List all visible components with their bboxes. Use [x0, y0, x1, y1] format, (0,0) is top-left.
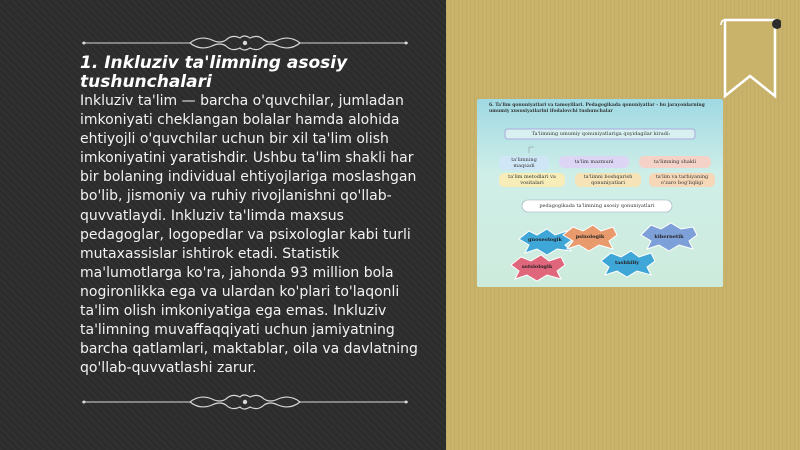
bookmark-ribbon-icon	[719, 18, 781, 126]
concept-pill: ta'limni boshqarish qonuniyatlari	[575, 173, 641, 187]
star-label: psixologik	[575, 234, 605, 240]
star-label: kibernetik	[654, 234, 684, 240]
star-label: tashkiliy	[614, 260, 640, 266]
decorative-flourish-top	[80, 33, 410, 53]
concept-pill: ta'lim mazmuni	[559, 156, 629, 168]
concept-pill: ta'lim metodlari va vositalari	[499, 173, 565, 187]
concept-pill: ta'limning maqsadi	[499, 156, 549, 170]
concept-pill: ta'limning shakli	[639, 156, 711, 168]
slide-body-text: Inkluziv ta'lim — barcha o'quvchilar, jumladan imkoniyati cheklangan bolalar hamda alohida ehtiyojli o'quvchilar uchun bir xil ta'lim olish imkoniyatini yaratishdir. Ushbu ta'lim shakli har bir bolaning individual ehtiyojlariga moslashgan bo'lib, jismoniy va ruhiy rivojlanishni qo'llab-quvvatlaydi. Inkluziv ta'limda maxsus pedagoglar, logopedlar va psixologlar kabi turli mutaxassislar ishtirok etadi. Statistik ma'lumotlarga ko'ra, jahonda 93 million bola nogironlikka ega va ulardan ko'plari to'laqonli ta'lim olish imkoniyatiga ega emas. Inkluziv ta'limning muvaffaqqiyati uchun jamiyatning barcha qatlamlari, maktablar, oila va davlatning qo'llab-quvvatlashi zarur.	[80, 93, 418, 377]
diagram-image	[477, 99, 723, 287]
diagram-center-label: pedagogikada ta'limning asosiy qonuniyatlari	[539, 203, 655, 209]
diagram-heading: 6. Ta'lim qonuniyatlari va tamoyillari. Pedagogikada qonuniyatlar - bu jarayonlarning umumiy xususiyatlarini ifodalovchi tushunchalar	[489, 103, 705, 114]
star-label: gnoseologik	[528, 237, 562, 243]
decorative-flourish-bottom	[80, 392, 410, 412]
slide-title: 1. Inkluziv ta'limning asosiy tushunchalari	[80, 53, 348, 92]
diagram-subheading: Ta'limning umumiy qonuniyatlariga quyidagilar kiradi:	[531, 131, 671, 137]
star-label: sotsiologik	[521, 264, 553, 270]
concept-pill: ta'lim va tarbiyaning o'zaro bog'liqligi	[649, 173, 715, 187]
